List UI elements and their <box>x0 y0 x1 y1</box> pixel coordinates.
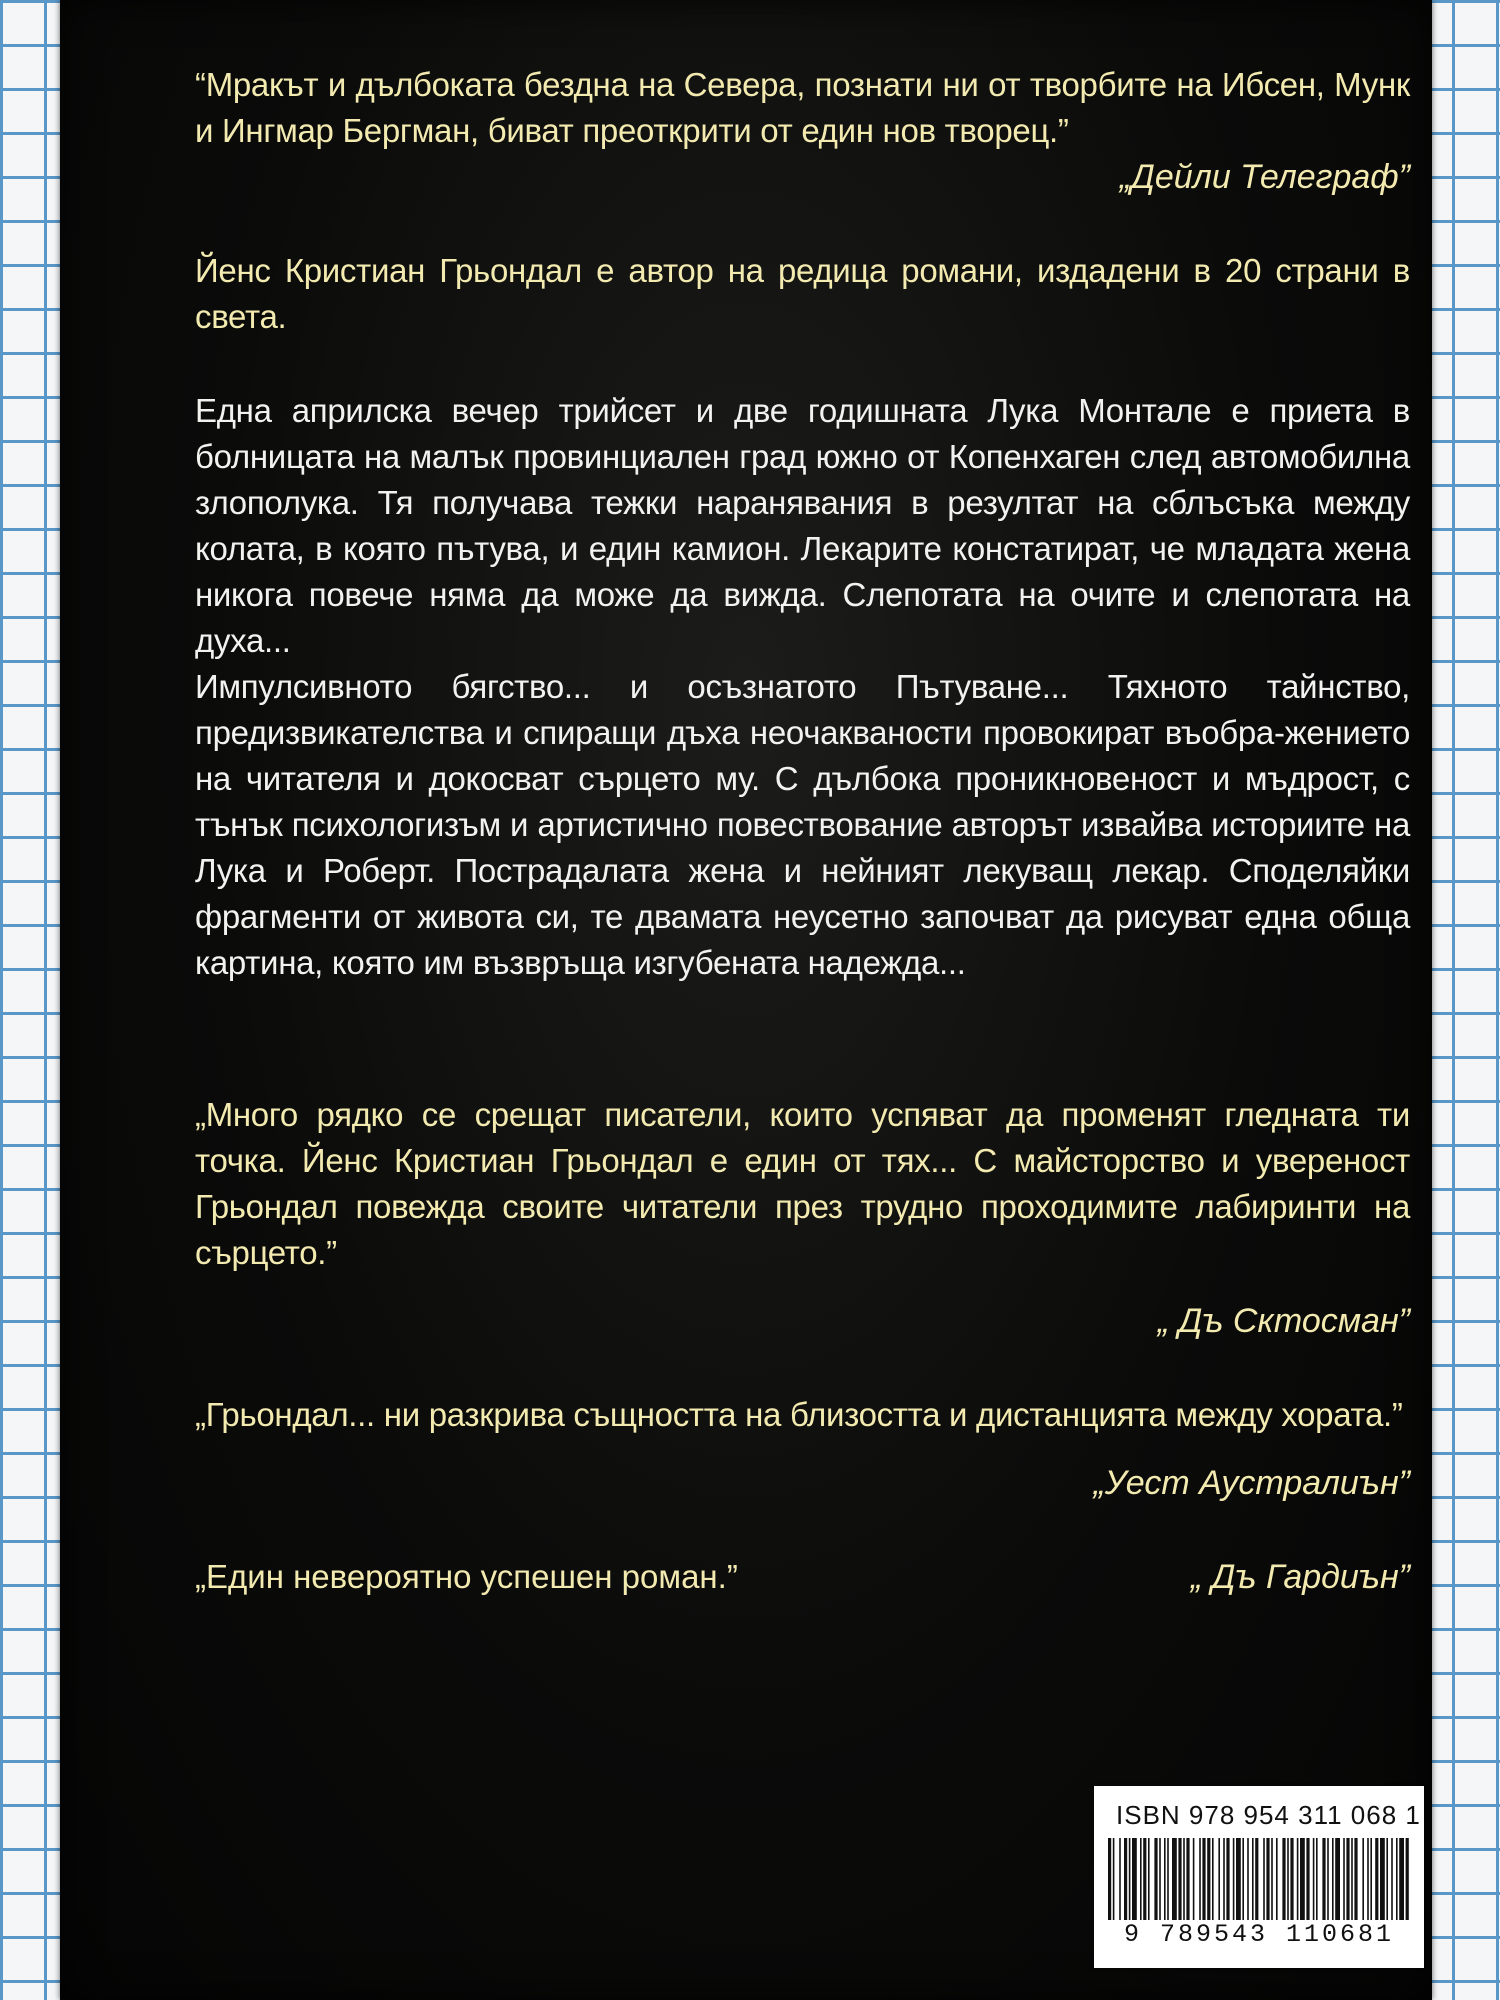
author-bio: Йенс Кристиан Грьондал е автор на редица романи, издадени в 20 страни в света. <box>195 252 1410 335</box>
review-source-guardian: „ Дъ Гардиън” <box>1190 1558 1410 1596</box>
review-quote-telegraph: “Мракът и дълбоката бездна на Севера, познати ни от творбите на Ибсен, Мунк и Ингмар Бергман, биват преоткрити от един нов творец.” <box>195 66 1410 149</box>
spacer <box>195 1276 1410 1298</box>
review-row-guardian <box>195 1554 1410 1600</box>
isbn-barcode-label <box>1094 1786 1424 1968</box>
spacer <box>195 1344 1410 1392</box>
spacer <box>195 340 1410 388</box>
review-quote-guardian: „Един невероятно успешен роман.” <box>195 1558 738 1595</box>
review-source-telegraph: „Дейли Телеграф” <box>1119 158 1410 196</box>
spacer <box>195 1438 1410 1460</box>
isbn-number: ISBN 978 954 311 068 1 <box>1116 1800 1421 1830</box>
spacer <box>195 200 1410 248</box>
spacer <box>195 986 1410 1092</box>
barcode-digits: 9 789543 110681 <box>1123 1920 1395 1949</box>
spacer <box>195 1506 1410 1554</box>
review-quote-scotsman: „Много рядко се срещат писатели, които успяват да променят гледната ти точка. Йенс Кристиан Грьондал е един от тях... С майсторство и увереност Грьондал повежда своите читатели през трудно проходимите лабиринти на сърцето.” <box>195 1096 1410 1271</box>
review-quote-west-australian: „Грьондал... ни разкрива същността на близостта и дистанцията между хората.” <box>195 1396 1403 1433</box>
barcode-icon <box>1106 1838 1412 1920</box>
cover-text-block <box>195 62 1410 1600</box>
review-source-scotsman: „ Дъ Сктосман” <box>1157 1302 1410 1340</box>
synopsis-paragraph-1: Една априлска вечер трийсет и две годишната Лука Монтале е приета в болницата на малък провинциален град южно от Копенхаген след автомобилна злополука. Тя получава тежки наранявания в резултат на сблъсъка между колата, в която пътува, и един камион. Лекарите констатират, че младата жена никога повече няма да може да вижда. Слепотата на очите и слепотата на духа... <box>195 392 1410 659</box>
review-source-west-australian: „Уест Аустралиън” <box>1093 1464 1410 1502</box>
synopsis-paragraph-2: Импулсивното бягство... и осъзнатото Пътуване... Тяхното тайнство, предизвикателства и спиращи дъха неочакваности провокират въобра-жението на читателя и докосват сърцето му. С дълбока проникновеност и мъдрост, с тънък психологизъм и артистично повествование авторът извайва историите на Лука и Роберт. Пострадалата жена и нейният лекуващ лекар. Споделяйки фрагменти от живота си, те двамата неусетно започват да рисуват една обща картина, която им възвръща изгубената надежда... <box>195 668 1410 981</box>
book-back-cover <box>60 0 1432 2000</box>
